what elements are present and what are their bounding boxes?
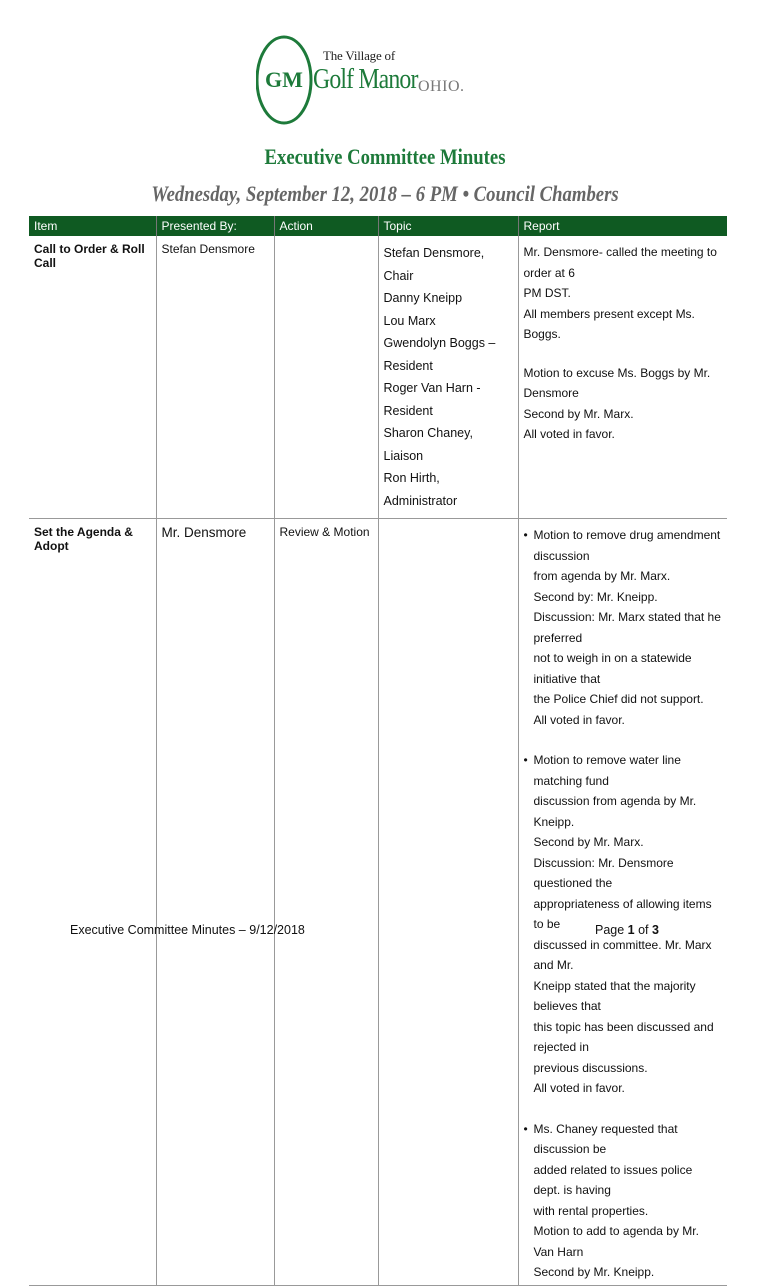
report-line: Kneipp stated that the majority believes that: [533, 978, 696, 1013]
report-line: with rental properties.: [533, 1203, 649, 1218]
table-header-row: [29, 216, 727, 236]
report-line: Motion to excuse Ms. Boggs by Mr. Densmore: [523, 365, 711, 400]
report-line: All members present except Ms. Boggs.: [523, 306, 695, 341]
bullet-icon: •: [523, 528, 528, 542]
report-line: All voted in favor.: [533, 712, 625, 727]
page-current: 1: [627, 923, 635, 937]
col-header-item: Item: [29, 216, 156, 236]
minutes-table: [29, 216, 727, 1286]
logo-ohio-text: OHIO.: [418, 78, 465, 95]
row2-presented-by: Mr. Densmore: [156, 519, 274, 1286]
row2-topic: [378, 519, 518, 1286]
logo-small-text: The Village of: [323, 48, 395, 63]
topic-line: Ron Hirth, Administrator: [383, 471, 458, 508]
report-line: [524, 345, 723, 363]
report-line: discussion from agenda by Mr. Kneipp.: [533, 794, 697, 829]
topic-line: Gwendolyn Boggs – Resident: [383, 336, 496, 373]
topic-line: Roger Van Harn - Resident: [383, 381, 481, 418]
row1-presented-by: Stefan Densmore: [156, 236, 274, 519]
page-prefix: Page: [595, 923, 628, 937]
logo-big-text: Golf Manor: [313, 64, 418, 95]
topic-line: Lou Marx: [383, 313, 436, 328]
report-line: Second by: Mr. Kneipp.: [533, 589, 658, 604]
bullet-first-line: Ms. Chaney requested that discussion be: [533, 1121, 678, 1156]
report-line: All voted in favor.: [533, 1081, 625, 1095]
row2-item: Set the Agenda & Adopt: [29, 519, 156, 1286]
row1-report: [518, 236, 727, 519]
report-line: not to weigh in on a statewide initiative that: [533, 651, 692, 686]
report-bullet-block: [524, 525, 723, 730]
report-line: from agenda by Mr. Marx.: [533, 569, 671, 583]
row1-action: [274, 236, 378, 519]
bullet-first-line: Motion to remove drug amendment discussion: [533, 528, 721, 563]
report-line: Mr. Densmore- called the meeting to order at 6: [523, 245, 717, 280]
page-of: of: [634, 923, 652, 937]
report-line: Second by Mr. Kneipp.: [533, 1265, 655, 1279]
footer-document-label: Executive Committee Minutes – 9/12/2018: [70, 923, 305, 937]
footer-page-number: [595, 923, 659, 937]
bullet-icon: •: [523, 1121, 528, 1136]
topic-line: Sharon Chaney, Liaison: [383, 426, 473, 463]
col-header-action: Action: [274, 216, 378, 236]
col-header-presented-by: Presented By:: [156, 216, 274, 236]
report-line: the Police Chief did not support.: [533, 692, 704, 706]
row1-topic: [378, 236, 518, 519]
report-line: Discussion: Mr. Marx stated that he preferred: [533, 610, 721, 645]
col-header-topic: Topic: [378, 216, 518, 236]
table-row: [29, 236, 727, 519]
report-bullet-block: [524, 1119, 723, 1283]
report-line: Discussion: Mr. Densmore questioned the: [533, 855, 674, 890]
report-line: previous discussions.: [533, 1060, 648, 1075]
report-line: Second by Mr. Marx.: [523, 406, 634, 421]
logo-monogram: GM: [265, 67, 303, 92]
report-line: this topic has been discussed and rejected in: [533, 1019, 714, 1054]
row2-action: Review & Motion: [274, 519, 378, 1286]
table-row: [29, 519, 727, 1286]
report-line: Motion to add to agenda by Mr. Van Harn: [533, 1224, 699, 1259]
document-title: Executive Committee Minutes: [264, 144, 506, 169]
report-line: All voted in favor.: [523, 427, 615, 441]
topic-line: Stefan Densmore, Chair: [383, 246, 485, 283]
page-total: 3: [652, 923, 659, 937]
row2-report: [518, 519, 727, 1286]
report-line: Second by Mr. Marx.: [533, 835, 644, 849]
report-line: appropriateness of allowing items to be: [533, 896, 712, 931]
topic-line: Danny Kneipp: [383, 291, 463, 305]
col-header-report: Report: [518, 216, 727, 236]
bullet-icon: •: [523, 753, 528, 767]
row1-item: Call to Order & Roll Call: [29, 236, 156, 519]
bullet-first-line: Motion to remove water line matching fund: [533, 753, 681, 788]
document-subtitle: Wednesday, September 12, 2018 – 6 PM • Council Chambers: [151, 181, 619, 206]
report-line: added related to issues police dept. is having: [533, 1162, 693, 1197]
report-line: PM DST.: [523, 286, 571, 300]
report-line: discussed in committee. Mr. Marx and Mr.: [533, 937, 712, 972]
